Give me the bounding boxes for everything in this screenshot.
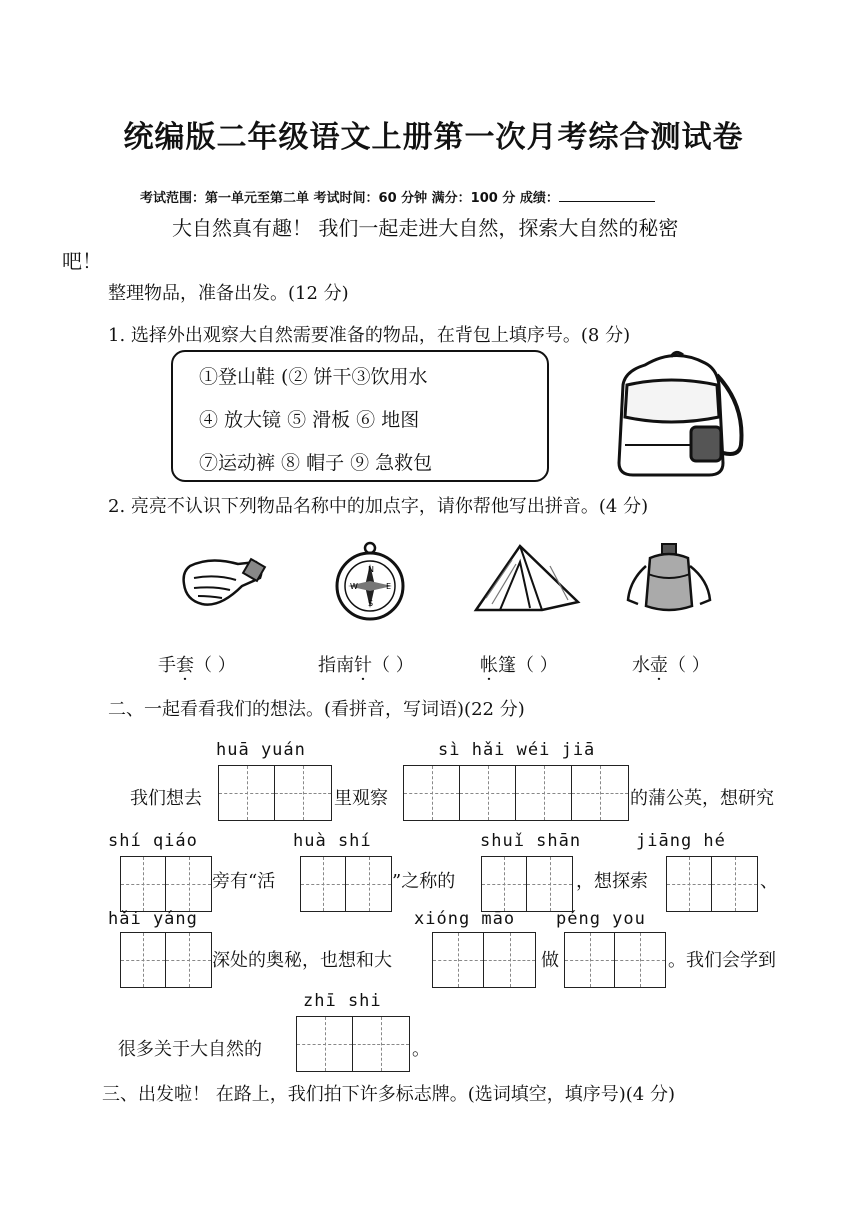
question-1: 1. 选择外出观察大自然需要准备的物品，在背包上填序号。(8 分) bbox=[108, 325, 631, 346]
svg-text:E: E bbox=[386, 582, 392, 591]
pinyin-xiongmao: xióng māo bbox=[414, 909, 516, 929]
svg-text:W: W bbox=[350, 582, 358, 591]
svg-text:N: N bbox=[368, 565, 374, 574]
text-11: 很多关于大自然的 bbox=[118, 1039, 262, 1060]
question-2: 2. 亮亮不认识下列物品名称中的加点字，请你帮他写出拼音。(4 分) bbox=[108, 496, 649, 517]
tent-icon bbox=[472, 540, 584, 618]
page-title: 统编版二年级语文上册第一次月考综合测试卷 bbox=[123, 120, 744, 155]
score-blank[interactable] bbox=[559, 190, 655, 202]
text-6: ，想探索 bbox=[576, 871, 648, 892]
grid-shiqiao[interactable] bbox=[120, 856, 212, 912]
text-7: 、 bbox=[760, 871, 778, 892]
grid-jianghe[interactable] bbox=[666, 856, 758, 912]
grid-huayuan[interactable] bbox=[218, 765, 332, 821]
text-8: 深处的奥秘，也想和大 bbox=[212, 950, 392, 971]
section1-heading: 整理物品，准备出发。(12 分) bbox=[108, 283, 349, 304]
backpack-icon bbox=[605, 345, 753, 480]
text-4: 旁有“活 bbox=[212, 871, 276, 892]
text-1: 我们想去 bbox=[130, 788, 202, 809]
word-compass: 指南针（ ） bbox=[318, 655, 414, 676]
items-box bbox=[171, 350, 549, 482]
word-tent: 帐篷（ ） bbox=[480, 655, 558, 676]
svg-text:S: S bbox=[368, 599, 374, 608]
pinyin-jianghe: jiāng hé bbox=[636, 831, 726, 851]
text-10: 。我们会学到 bbox=[668, 950, 776, 971]
pinyin-shuishan: shuǐ shān bbox=[480, 831, 582, 851]
exam-info: 考试范围：第一单元至第二单 考试时间：60 分钟 满分：100 分 成绩： bbox=[140, 187, 655, 206]
grid-pengyou[interactable] bbox=[564, 932, 666, 988]
pinyin-haiyang: hǎi yáng bbox=[108, 909, 198, 929]
pinyin-sihaiweijia: sì hǎi wéi jiā bbox=[438, 740, 596, 760]
section2-heading: 二、一起看看我们的想法。(看拼音，写词语)(22 分) bbox=[108, 699, 525, 720]
grid-shuishan[interactable] bbox=[481, 856, 573, 912]
text-5: ”之称的 bbox=[392, 871, 456, 892]
gloves-icon bbox=[180, 552, 268, 614]
word-kettle: 水壶（ ） bbox=[632, 655, 710, 676]
grid-haiyang[interactable] bbox=[120, 932, 212, 988]
grid-xiongmao[interactable] bbox=[432, 932, 536, 988]
text-12: 。 bbox=[412, 1039, 430, 1060]
pinyin-huayuan: huā yuán bbox=[216, 740, 306, 760]
pinyin-huashi: huà shí bbox=[293, 831, 372, 851]
intro-line-2: 吧！ bbox=[62, 249, 102, 273]
grid-huashi[interactable] bbox=[300, 856, 392, 912]
pinyin-pengyou: péng you bbox=[556, 909, 646, 929]
text-9: 做 bbox=[541, 950, 559, 971]
items-row-1: ①登山鞋 (② 饼干③饮用水 bbox=[199, 366, 428, 388]
grid-sihaiweijia[interactable] bbox=[403, 765, 629, 821]
compass-icon bbox=[330, 540, 410, 622]
pinyin-shiqiao: shí qiáo bbox=[108, 831, 198, 851]
intro-line-1: 大自然真有趣！ 我们一起走进大自然，探索大自然的秘密 bbox=[172, 216, 679, 240]
items-row-2: ④ 放大镜 ⑤ 滑板 ⑥ 地图 bbox=[199, 409, 420, 431]
word-gloves: 手套（ ） bbox=[158, 655, 236, 676]
section3-heading: 三、出发啦！ 在路上，我们拍下许多标志牌。(选词填空，填序号)(4 分) bbox=[102, 1084, 675, 1105]
text-2: 里观察 bbox=[334, 788, 388, 809]
grid-zhishi[interactable] bbox=[296, 1016, 410, 1072]
pinyin-zhishi: zhī shi bbox=[303, 991, 382, 1011]
items-row-3: ⑦运动裤 ⑧ 帽子 ⑨ 急救包 bbox=[199, 452, 433, 474]
kettle-icon bbox=[624, 540, 714, 616]
text-3: 的蒲公英，想研究 bbox=[630, 788, 774, 809]
